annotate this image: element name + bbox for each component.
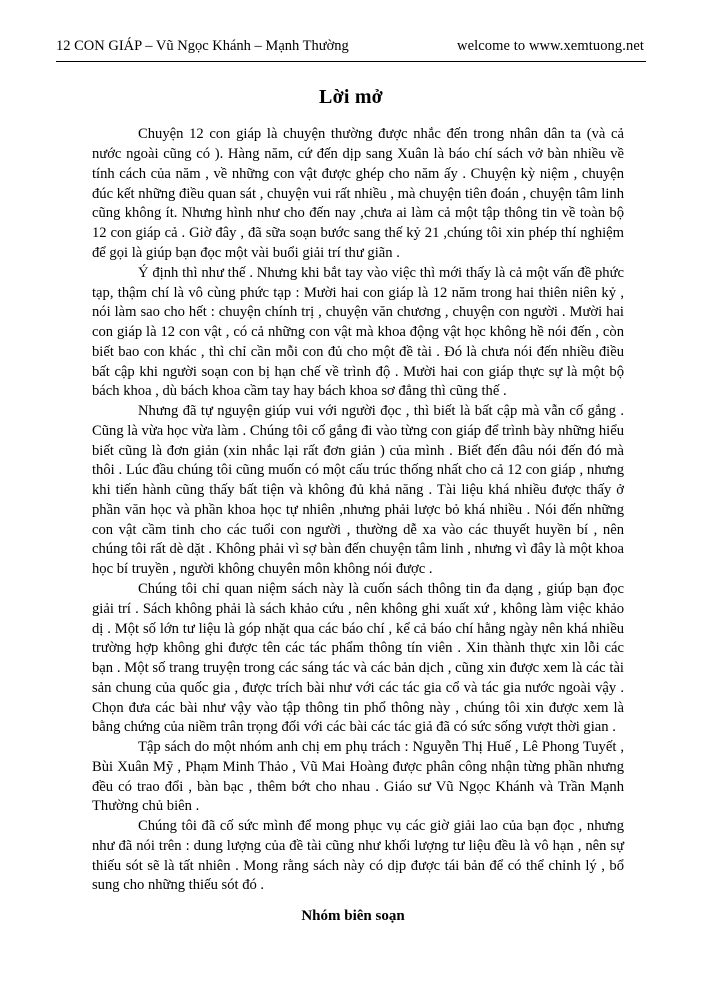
paragraph: Ý định thì như thế . Nhưng khi bắt tay vào việc thì mới thấy là cả một vấn đề phức tạp, thậm chí là vô cùng phức tạp : Mười hai con giáp là 12 năm trong hai thiên niên kỷ , nói làm sao cho hết : chuyện chính trị , chuyện văn chương , chuyện con người . Mười hai con giáp là 12 con vật , có cả những con vật mà khoa động vật học không hề nói đến , còn biết bao con khác , thì chỉ cần mỗi con đủ cho một đề tài . Đó là chưa nói đến nhiều điều bất cập khi người soạn con bị hạn chế về trình độ . Mười hai con giáp thực sự là một bộ bách khoa , dù bách khoa cầm tay hay bách khoa sơ đẳng thì cũng thế . — [92, 264, 624, 400]
page-title: Lời mở — [319, 86, 383, 109]
header-website: welcome to www.xemtuong.net — [457, 38, 644, 54]
paragraph: Chúng tôi chỉ quan niệm sách này là cuốn sách thông tin đa dạng , giúp bạn đọc giải trí . Sách không phải là sách khảo cứu , nên không ghi xuất xứ , không làm việc khảo dị . Một số lớn tư liệu là góp nhặt qua các báo chí , kể cả báo chí hằng ngày nên khá nhiều trường hợp không ghi được tên các tác phẩm thông tín viên . Xin thành thực xin lỗi các bạn . Một số trang truyện trong các sáng tác và các bản dịch , cũng xin được xem là các tài sản chung của quốc gia , được trích bài như với các tác gia cổ và tác gia nước ngoài vậy . Chọn đưa các bài như vậy vào tập thông tin phổ thông này , chúng tôi xin được xem là bằng chứng của niềm trân trọng đối với các bài các tác giả đã có sức sống vượt thời gian . — [92, 581, 624, 736]
paragraph: Nhưng đã tự nguyện giúp vui với người đọc , thì biết là bất cập mà vẫn cố gắng . Cũng là vừa học vừa làm . Chúng tôi cố gắng đi vào từng con giáp để trình bày những hiểu biết cũng là đơn giản (xin nhắc lại rất đơn giản ) của mình . Biết đến đâu nói đến đó mà thôi . Lúc đầu chúng tôi cũng muốn có một cấu trúc thống nhất cho cả 12 con giáp , nhưng khi tiến hành cũng thấy bất tiện và không đủ khả năng . Tài liệu khá nhiều được thấy ở phần văn học và phần khoa học tự nhiên ,nhưng phải lược bỏ khá nhiều . Nói đến những con vật cầm tinh cho các tuổi con người , thường dễ xa vào các thuyết huyền bí , nên chúng tôi rất dè dặt . Không phải vì sợ bàn đến chuyện tâm linh , nhưng vì đây là một khoa học bí truyền , người không chuyên môn không nói được . — [92, 403, 624, 578]
paragraph: Tập sách do một nhóm anh chị em phụ trách : Nguyễn Thị Huế , Lê Phong Tuyết , Bùi Xuân Mỹ , Phạm Minh Thảo , Vũ Mai Hoàng được phân công nhận từng phần nhưng đều có trao đổi , bàn bạc , thêm bớt cho nhau . Giáo sư Vũ Ngọc Khánh và Trần Mạnh Thường chủ biên . — [92, 739, 624, 815]
header-divider — [56, 61, 646, 62]
page-header — [56, 38, 646, 55]
signature: Nhóm biên soạn — [301, 908, 405, 925]
paragraph: Chuyện 12 con giáp là chuyện thường được nhắc đến trong nhân dân ta (và cả nước ngoài cũng có ). Hàng năm, cứ đến dịp sang Xuân là báo chí sách vở bàn nhiều về tính cách của năm , về những con vật được ghép cho năm ấy . Chuyện kỳ niệm , chuyện đúc kết những điều quan sát , chuyện vui rất nhiều , mà chuyện tiên đoán , chuyện tâm linh cũng không ít. Nhưng hình như cho đến nay ,chưa ai làm cả một tập thông tin về toàn bộ 12 con giáp cả . Giờ đây , đã sữa soạn bước sang thế kỷ 21 ,chúng tôi xin phép thí nghiệm để gọi là giúp bạn đọc một vài buổi giải trí thư giãn . — [92, 126, 624, 261]
document-body — [56, 125, 646, 925]
header-book-title: 12 CON GIÁP – Vũ Ngọc Khánh – Mạnh Thường — [56, 38, 349, 54]
paragraph: Chúng tôi đã cố sức mình để mong phục vụ các giờ giải lao của bạn đọc , nhưng như đã nói trên : dung lượng của đề tài cũng như khối lượng tư liệu đều là vô hạn , nên sự thiếu sót sẽ là tất nhiên . Mong rằng sách này có dịp được tái bản để có thể chỉnh lý , bổ sung cho những thiếu sót đó . — [92, 818, 624, 894]
